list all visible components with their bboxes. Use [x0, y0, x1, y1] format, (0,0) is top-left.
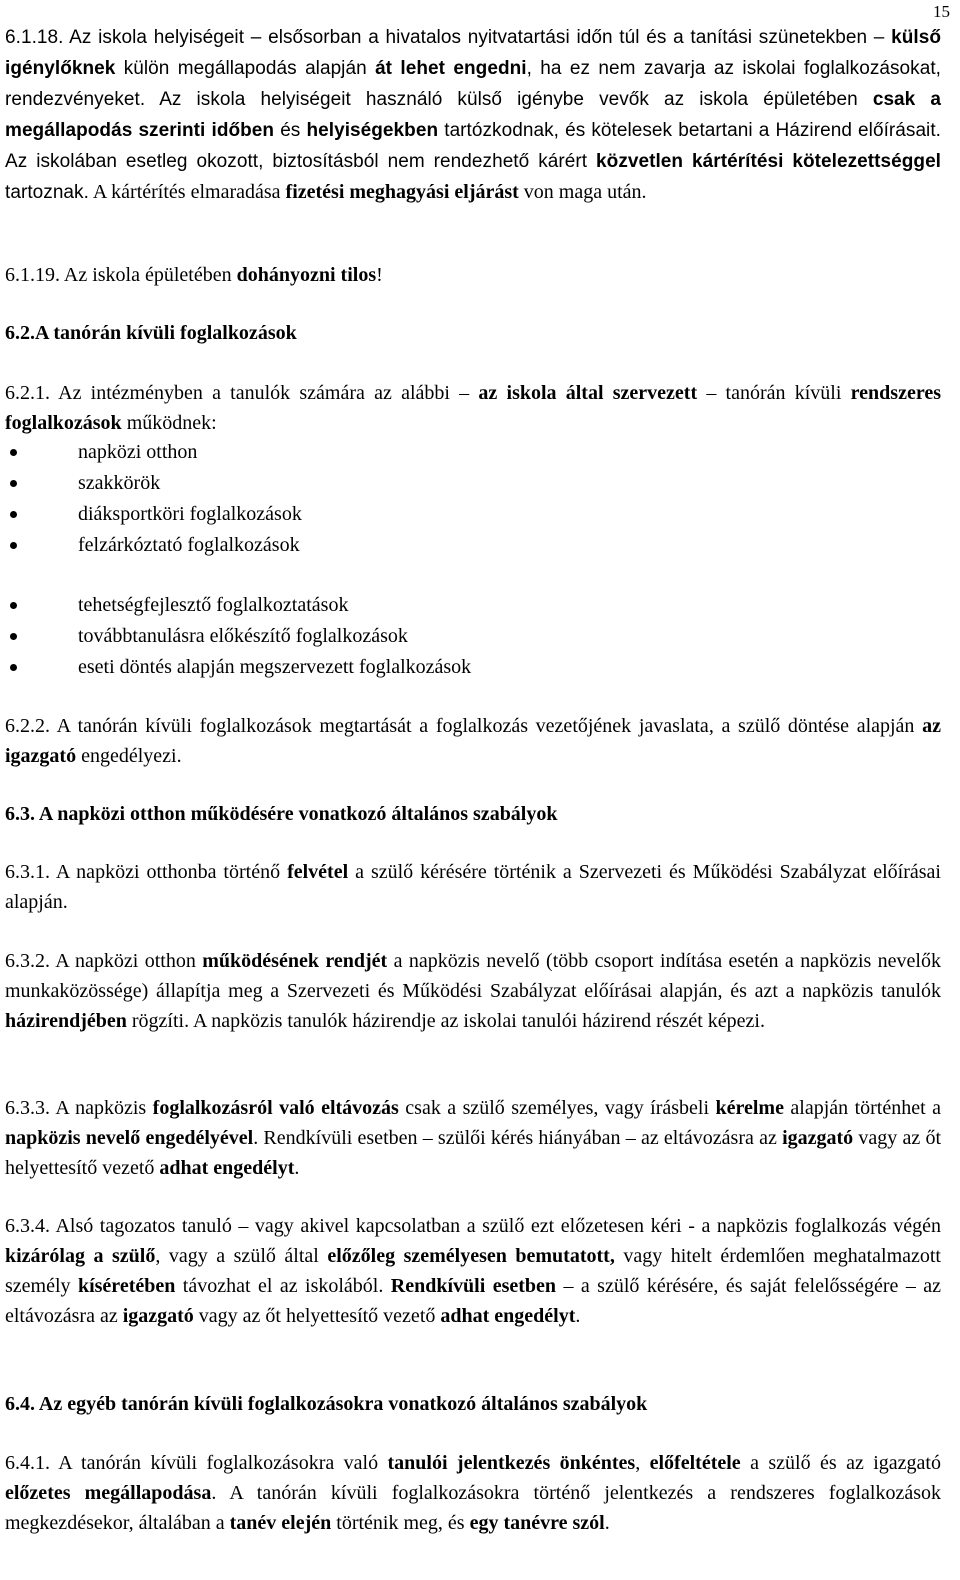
page-number: 15: [933, 2, 950, 21]
bullet-icon: [10, 602, 17, 609]
heading-6-3: 6.3. A napközi otthon működésére vonatkozó általános szabályok: [5, 803, 558, 825]
paragraph-6-2-2: 6.2.2. A tanórán kívüli foglalkozások megtartását a foglalkozás vezetőjének javaslata, a szülő döntése alapján az igazgató engedélyezi.: [5, 715, 941, 767]
bullet-icon: [10, 664, 17, 671]
bullet-icon: [10, 480, 17, 487]
paragraph-6-3-3: 6.3.3. A napközis foglalkozásról való eltávozás csak a szülő személyes, vagy írásbeli kérelme alapján történhet a napközis nevelő engedélyével. Rendkívüli esetben – szülői kérés hiányában – az eltávozásra az igazgató vagy az őt helyettesítő vezető adhat engedélyt.: [5, 1097, 942, 1179]
paragraph-6-3-1: 6.3.1. A napközi otthonba történő felvétel a szülő kérésére történik a Szervezeti és Működési Szabályzat előírásai alapján.: [5, 861, 941, 913]
paragraph-6-1-19: 6.1.19. Az iskola épületében dohányozni tilos!: [5, 264, 383, 286]
bullet-icon: [10, 542, 17, 549]
paragraph-6-3-4: 6.3.4. Alsó tagozatos tanuló – vagy akivel kapcsolatban a szülő ezt előzetesen kéri - a napközis foglalkozás végén kizárólag a szülő, vagy a szülő által előzőleg személyesen bemutatott, vagy hitelt érdemlően meghatalmazott személy kíséretében távozhat el az iskolából. Rendkívüli esetben – a szülő kérésére, és saját felelősségére – az eltávozásra az igazgató vagy az őt helyettesítő vezető adhat engedélyt.: [5, 1215, 942, 1327]
bullet-icon: [10, 633, 17, 640]
paragraph-6-3-2: 6.3.2. A napközi otthon működésének rendjét a napközis nevelő (több csoport indítása esetén a napközis nevelők munkaközössége) állapítja meg a Szervezeti és Működési Szabályzat előírásai alapján, és azt a napközis tanulók házirendjében rögzíti. A napközis tanulók házirendje az iskolai tanulói házirend részét képezi.: [5, 950, 941, 1032]
paragraph-6-2-1: 6.2.1. Az intézményben a tanulók számára az alábbi – az iskola által szervezett – tanórán kívüli rendszeres foglalkozások működnek:: [5, 382, 941, 434]
paragraph-6-1-18: 6.1.18. Az iskola helyiségeit – elsősorban a hivatalos nyitvatartási időn túl és a tanítási szünetekben – külső igénylőknek külön megállapodás alapján át lehet engedni, ha ez nem zavarja az iskolai foglalkozásokat, rendezvényeket. Az iskola helyiségeit használó külső igénybe vevők az iskola épületében csak a megállapodás szerinti időben és helyiségekben tartózkodnak, és kötelesek betartani a Házirend előírásait. Az iskolában esetleg okozott, biztosításból nem rendezhető kárért közvetlen kártérítési kötelezettséggel tartoznak. A kártérítés elmaradása fizetési meghagyási eljárást von maga után.: [5, 27, 942, 203]
heading-6-2: 6.2.A tanórán kívüli foglalkozások: [5, 322, 297, 344]
paragraph-6-4-1: 6.4.1. A tanórán kívüli foglalkozásokra való tanulói jelentkezés önkéntes, előfeltétele a szülő és az igazgató előzetes megállapodása. A tanórán kívüli foglalkozásokra történő jelentkezés a rendszeres foglalkozások megkezdésekor, általában a tanév elején történik meg, és egy tanévre szól.: [5, 1452, 941, 1534]
heading-6-4: 6.4. Az egyéb tanórán kívüli foglalkozásokra vonatkozó általános szabályok: [5, 1393, 648, 1415]
bullet-icon: [10, 511, 17, 518]
document-page: 15 6.1.18. Az iskola helyiségeit – elsősorban a hivatalos nyitvatartási időn túl és a tanítási szünetekben – külső igénylőknek külön megállapodás alapján át lehet engedni, ha ez nem zavarja az iskolai foglalkozásokat, rendezvényeket. Az iskola helyiségeit használó külső igénybe vevők az iskola épületében csak a megállapodás szerinti időben és helyiségekben tartózkodnak, és kötelesek betartani a Házirend előírásait. Az iskolában esetleg okozott, biztosításból nem rendezhető kárért közvetlen kártérítési kötelezettséggel tartoznak. A kártérítés elmaradása fizetési meghagyási eljárást von maga után. 6.1.19. Az iskola épületében dohányozni tilos! 6.2.A tanórán kívüli foglalkozások 6.2.1. Az intézményben a tanulók számára az alábbi – az iskola által szervezett – tanórán kívüli rendszeres foglalkozások működnek: napközi otthon szakkörök diáksportköri foglalkozások felzárkóztató foglalkozások tehetségfejlesztő foglalkoztatások továbbtanulásra előkészítő foglalkozások eseti döntés alapján megszervezett foglalkozások 6.2.2. A tanórán kívüli foglalkozások megtartását a foglalkozás vezetőjének javaslata, a szülő döntése alapján az igazgató engedélyezi. 6.3. A napközi otthon működésére vonatkozó általános szabályok 6.3.1. A napközi otthonba történő felvétel a szülő kérésére történik a Szervezeti és Működési Szabályzat előírásai alapján. 6.3.2. A napközi otthon működésének rendjét a napközis nevelő (több csoport indítása esetén a napközis nevelők munkaközössége) állapítja meg a Szervezeti és Működési Szabályzat előírásai alapján, és azt a napközis tanulók házirendjében rögzíti. A napközis tanulók házirendje az iskolai tanulói házirend részét képezi. 6.3.3. A napközis foglalkozásról való eltávozás csak a szülő személyes, vagy írásbeli kérelme alapján történhet a napközis nevelő engedélyével. Rendkívüli esetben – szülői kérés hiányában – az eltávozásra az igazgató vagy az őt helyettesítő vezető adhat engedélyt. 6.3.4. Alsó tagozatos tanuló – vagy akivel kapcsolatban a szülő ezt előzetesen kéri - a napközis foglalkozás végén kizárólag a szülő, vagy a szülő által előzőleg személyesen bemutatott, vagy hitelt érdemlően meghatalmazott személy kíséretében távozhat el az iskolából. Rendkívüli esetben – a szülő kérésére, és saját felelősségére – az eltávozásra az igazgató vagy az őt helyettesítő vezető adhat engedélyt. 6.4. Az egyéb tanórán kívüli foglalkozásokra vonatkozó általános szabályok 6.4.1. A tanórán kívüli foglalkozásokra való tanulói jelentkezés önkéntes, előfeltétele a szülő és az igazgató előzetes megállapodása. A tanórán kívüli foglalkozásokra történő jelentkezés a rendszeres foglalkozások megkezdésekor, általában a tanév elején történik meg, és egy tanévre szól.: [0, 0, 960, 1580]
bullet-icon: [10, 449, 17, 456]
